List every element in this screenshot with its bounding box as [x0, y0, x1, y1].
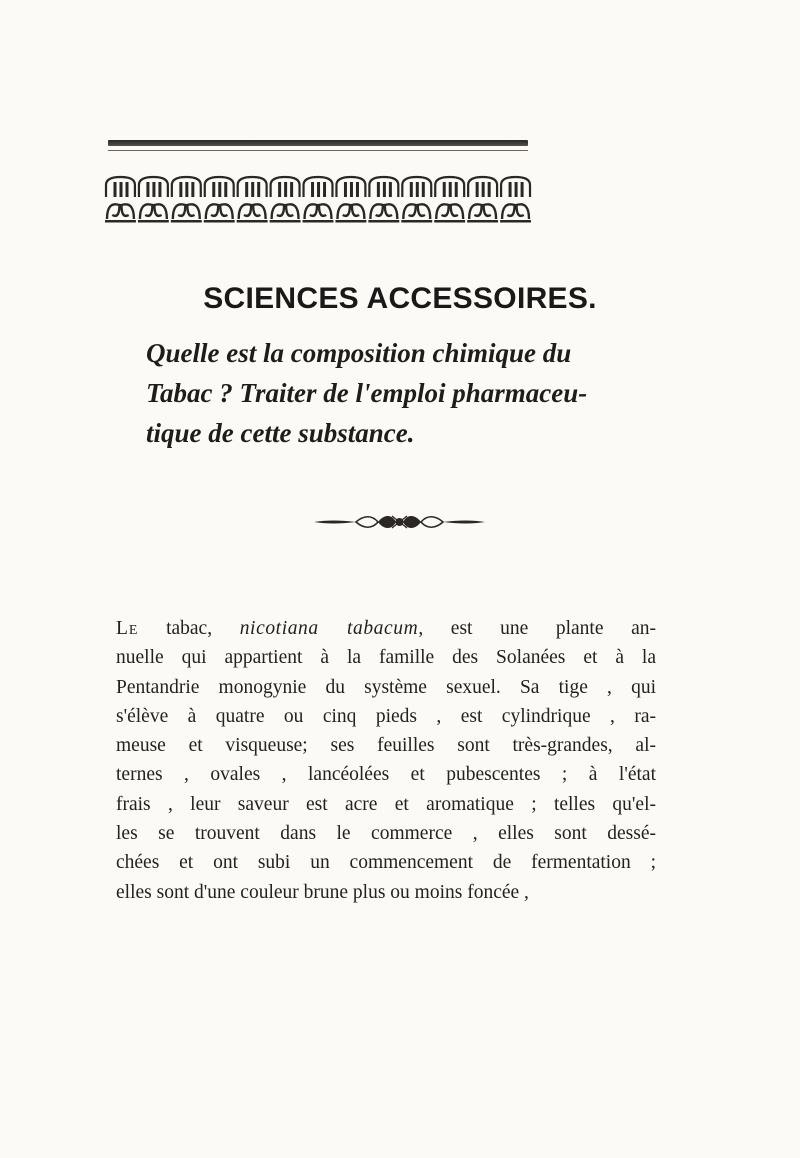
paragraph-text: , est une plante an-: [418, 618, 656, 639]
ornamental-border-band: [104, 175, 532, 223]
paragraph-lead-word: Le: [116, 618, 139, 639]
question-line: tique de cette substance.: [146, 418, 415, 448]
ornament-motif-icon: [270, 177, 301, 223]
latin-name: nicotiana tabacum: [239, 618, 419, 639]
paragraph-line: ternes , ovales , lancéolées et pubescentes ; à l'état: [116, 764, 656, 786]
section-title: SCIENCES ACCESSOIRES.: [203, 282, 597, 315]
ornament-motif-icon: [467, 177, 498, 223]
paragraph-line: Pentandrie monogynie du système sexuel. Sa tige , qui: [116, 676, 656, 698]
paragraph-line: elles sont d'une couleur brune plus ou moins foncée ,: [116, 881, 529, 903]
header-rule-thin: [108, 150, 528, 151]
paragraph-line: nuelle qui appartient à la famille des Solanées et à la: [116, 647, 656, 669]
ornament-motif-icon: [335, 177, 366, 223]
question-line: Tabac ? Traiter de l'emploi pharmaceu-: [146, 378, 588, 408]
ornament-motif-icon: [204, 177, 235, 223]
paragraph-line: meuse et visqueuse; ses feuilles sont très-grandes, al-: [116, 735, 656, 757]
ornament-motif-icon: [401, 177, 432, 223]
question-heading: [146, 333, 686, 453]
paragraph-line: frais , leur saveur est acre et aromatique ; telles qu'el-: [116, 793, 656, 815]
paragraph-line: les se trouvent dans le commerce , elles sont dessé-: [116, 823, 656, 845]
paragraph-line: s'élève à quatre ou cinq pieds , est cylindrique , ra-: [116, 705, 656, 727]
ornament-motif-icon: [434, 177, 465, 223]
question-line: Quelle est la composition chimique du: [146, 338, 572, 368]
ornament-motif-icon: [171, 177, 202, 223]
paragraph-text: tabac,: [138, 618, 240, 639]
ornament-motif-icon: [138, 177, 169, 223]
ornament-motif-icon: [237, 177, 268, 223]
fleuron-divider-icon: [312, 513, 487, 531]
header-rule: [108, 140, 528, 146]
body-paragraph: [116, 614, 656, 907]
paragraph-line: [116, 614, 656, 643]
paragraph-line: chées et ont subi un commencement de fermentation ;: [116, 852, 656, 874]
ornament-motif-icon: [368, 177, 399, 223]
ornament-motif-icon: [303, 177, 334, 223]
ornament-motif-icon: [500, 177, 531, 223]
ornament-motif-icon: [105, 177, 136, 223]
